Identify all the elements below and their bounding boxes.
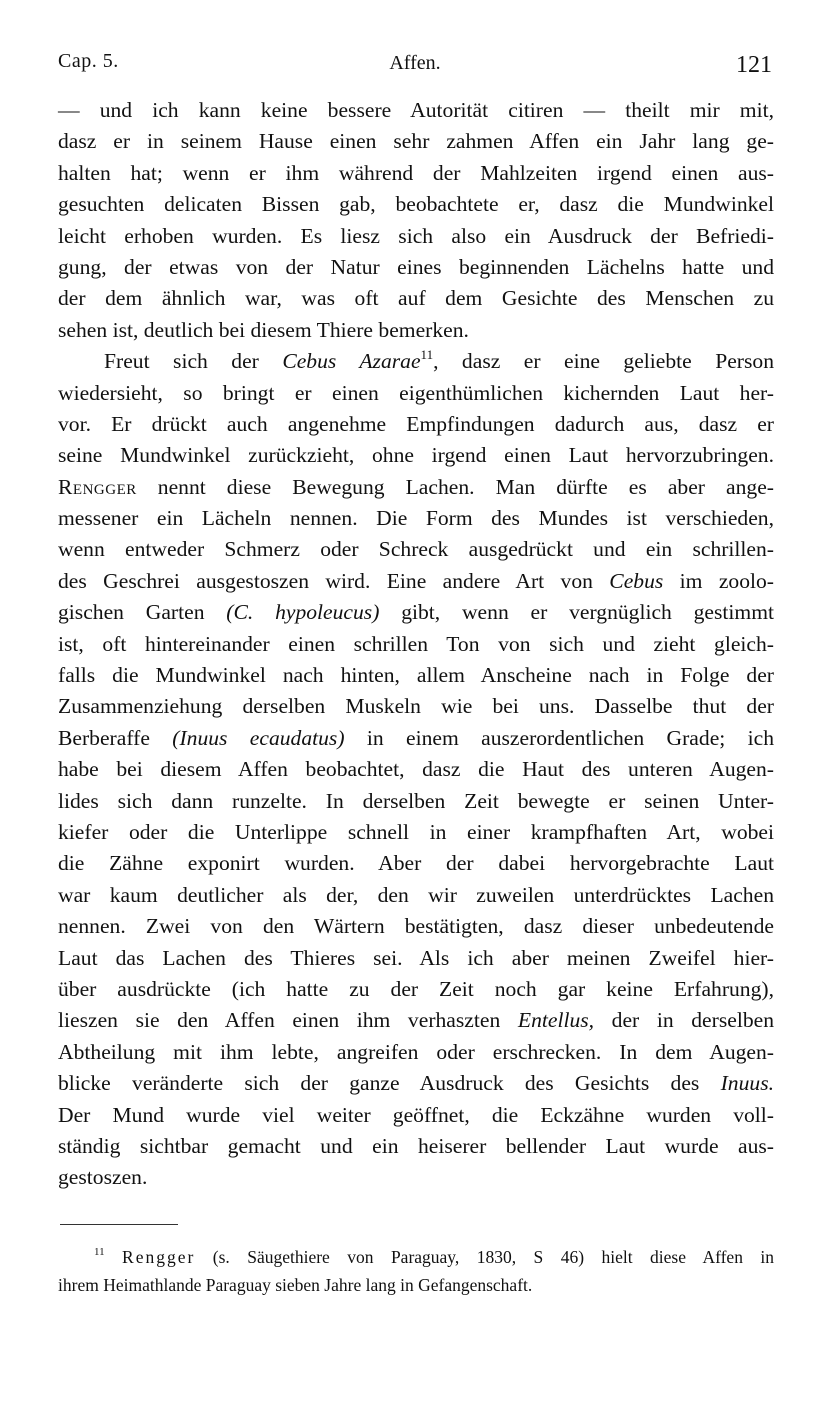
text-line: halten hat; wenn er ihm während der Mahlzeiten irgend einen aus- [58,160,774,185]
text-line [58,1243,774,1271]
text-line: Der Mund wurde viel weiter geöffnet, die Eckzähne wurden voll- [58,1102,774,1127]
text-line [58,566,774,597]
footnote-divider [60,1224,178,1225]
footnote-reference: 11 [420,347,434,363]
text-line: — und ich kann keine bessere Autorität citiren — theilt mir mit, [58,98,774,122]
text-line: Abtheilung mit ihm lebte, angreifen oder erschrecken. In dem Augen- [58,1039,774,1064]
paragraph-cebus [58,346,774,1194]
species-name: (Inuus ecaudatus) [172,725,345,750]
text-line: war kaum deutlicher als der, den wir zuweilen unterdrücktes Lachen [58,882,774,907]
text-line: wenn entweder Schmerz oder Schreck ausgedrückt und ein schrillen- [58,537,774,562]
text-run: , dasz er eine geliebte Person [433,349,774,374]
species-name: Entellus, [517,1008,595,1033]
text-run: Freut sich der [104,349,283,374]
text-run: gibt, wenn er vergnüglich gestimmt [379,600,774,625]
text-line: Zusammenziehung derselben Muskeln wie bei uns. Dasselbe thut der [58,694,774,719]
text-line: kiefer oder die Unterlippe schnell in einer krampfhaften Art, wobei [58,819,774,844]
text-line: dasz er in seinem Hause einen sehr zahmen Affen ein Jahr lang ge- [58,129,774,154]
text-line: ständig sichtbar gemacht und ein heiserer bellender Laut wurde aus- [58,1133,774,1158]
text-line: lides sich dann runzelte. In derselben Zeit bewegte er seinen Unter- [58,788,774,813]
text-line: habe bei diesem Affen beobachtet, dasz die Haut des unteren Augen- [58,757,774,782]
footnote-marker: 11 [94,1246,105,1258]
text-line [58,346,774,377]
text-line: der dem ähnlich war, was oft auf dem Gesichte des Menschen zu [58,286,774,311]
species-name: Cebus Azarae [282,349,421,374]
text-line: gestoszen. [58,1165,148,1190]
text-run: lieszen sie den Affen einen ihm verhaszten [58,1008,518,1033]
text-line: messener ein Lächeln nennen. Die Form des Mundes ist verschieden, [58,506,774,531]
text-line [58,597,774,628]
text-line: die Zähne exponirt wurden. Aber der dabei hervorgebrachte Laut [58,851,774,876]
text-run: Berberaffe [58,725,173,750]
text-run: nennt diese Bewegung Lachen. Man dürfte es aber ange- [136,474,774,499]
page-number: 121 [736,52,772,78]
text-line: falls die Mundwinkel nach hinten, allem Anscheine nach in Folge der [58,663,774,688]
text-line: wiedersieht, so bringt er einen eigenthümlichen kichernden Laut her- [58,380,774,405]
running-header [58,46,772,82]
main-text [58,95,774,1194]
text-line: sehen ist, deutlich bei diesem Thiere bemerken. [58,317,469,342]
text-line [58,1005,774,1036]
chapter-label: Cap. 5. [58,50,119,72]
paragraph-continuation [58,95,774,346]
author-name: Rengger [58,474,137,499]
text-line [58,1068,774,1099]
text-line [58,723,774,754]
text-line [58,472,774,503]
text-line: nennen. Zwei von den Wärtern bestätigten, dasz dieser unbedeutende [58,914,774,939]
text-line: über ausdrückte (ich hatte zu der Zeit noch gar keine Erfahrung), [58,976,774,1001]
author-name: Rengger [122,1247,196,1267]
text-run: der in derselben [594,1008,774,1033]
text-line: Laut das Lachen des Thieres sei. Als ich aber meinen Zweifel hier- [58,945,774,970]
text-line: ist, oft hintereinander einen schrillen Ton von sich und zieht gleich- [58,631,774,656]
text-run: im zoolo- [663,568,774,593]
text-line: leicht erhoben wurden. Es liesz sich also ein Ausdruck der Befriedi- [58,223,774,248]
text-run: in einem auszerordentlichen Grade; ich [344,725,774,750]
text-run: (s. Säugethiere von Paraguay, 1830, S 46) hielt diese Affen in [195,1247,774,1267]
text-line: vor. Er drückt auch angenehme Empfindungen dadurch aus, dasz er [58,411,774,436]
species-name: Cebus [609,568,664,593]
species-name: (C. hypoleucus) [226,600,380,625]
text-run: des Geschrei ausgestoszen wird. Eine andere Art von [58,568,610,593]
footnote [58,1243,774,1299]
text-line: gesuchten delicaten Bissen gab, beobachtete er, dasz die Mundwinkel [58,192,774,217]
text-line: gung, der etwas von der Natur eines beginnenden Lächelns hatte und [58,254,774,279]
species-name: Inuus. [720,1071,774,1096]
running-title: Affen. [389,52,441,74]
text-run: gischen Garten [58,600,227,625]
text-line: ihrem Heimathlande Paraguay sieben Jahre lang in Gefangenschaft. [58,1275,533,1295]
text-run: blicke veränderte sich der ganze Ausdruck des Gesichts des [58,1071,721,1096]
text-line: seine Mundwinkel zurückzieht, ohne irgend einen Laut hervorzubringen. [58,443,774,468]
